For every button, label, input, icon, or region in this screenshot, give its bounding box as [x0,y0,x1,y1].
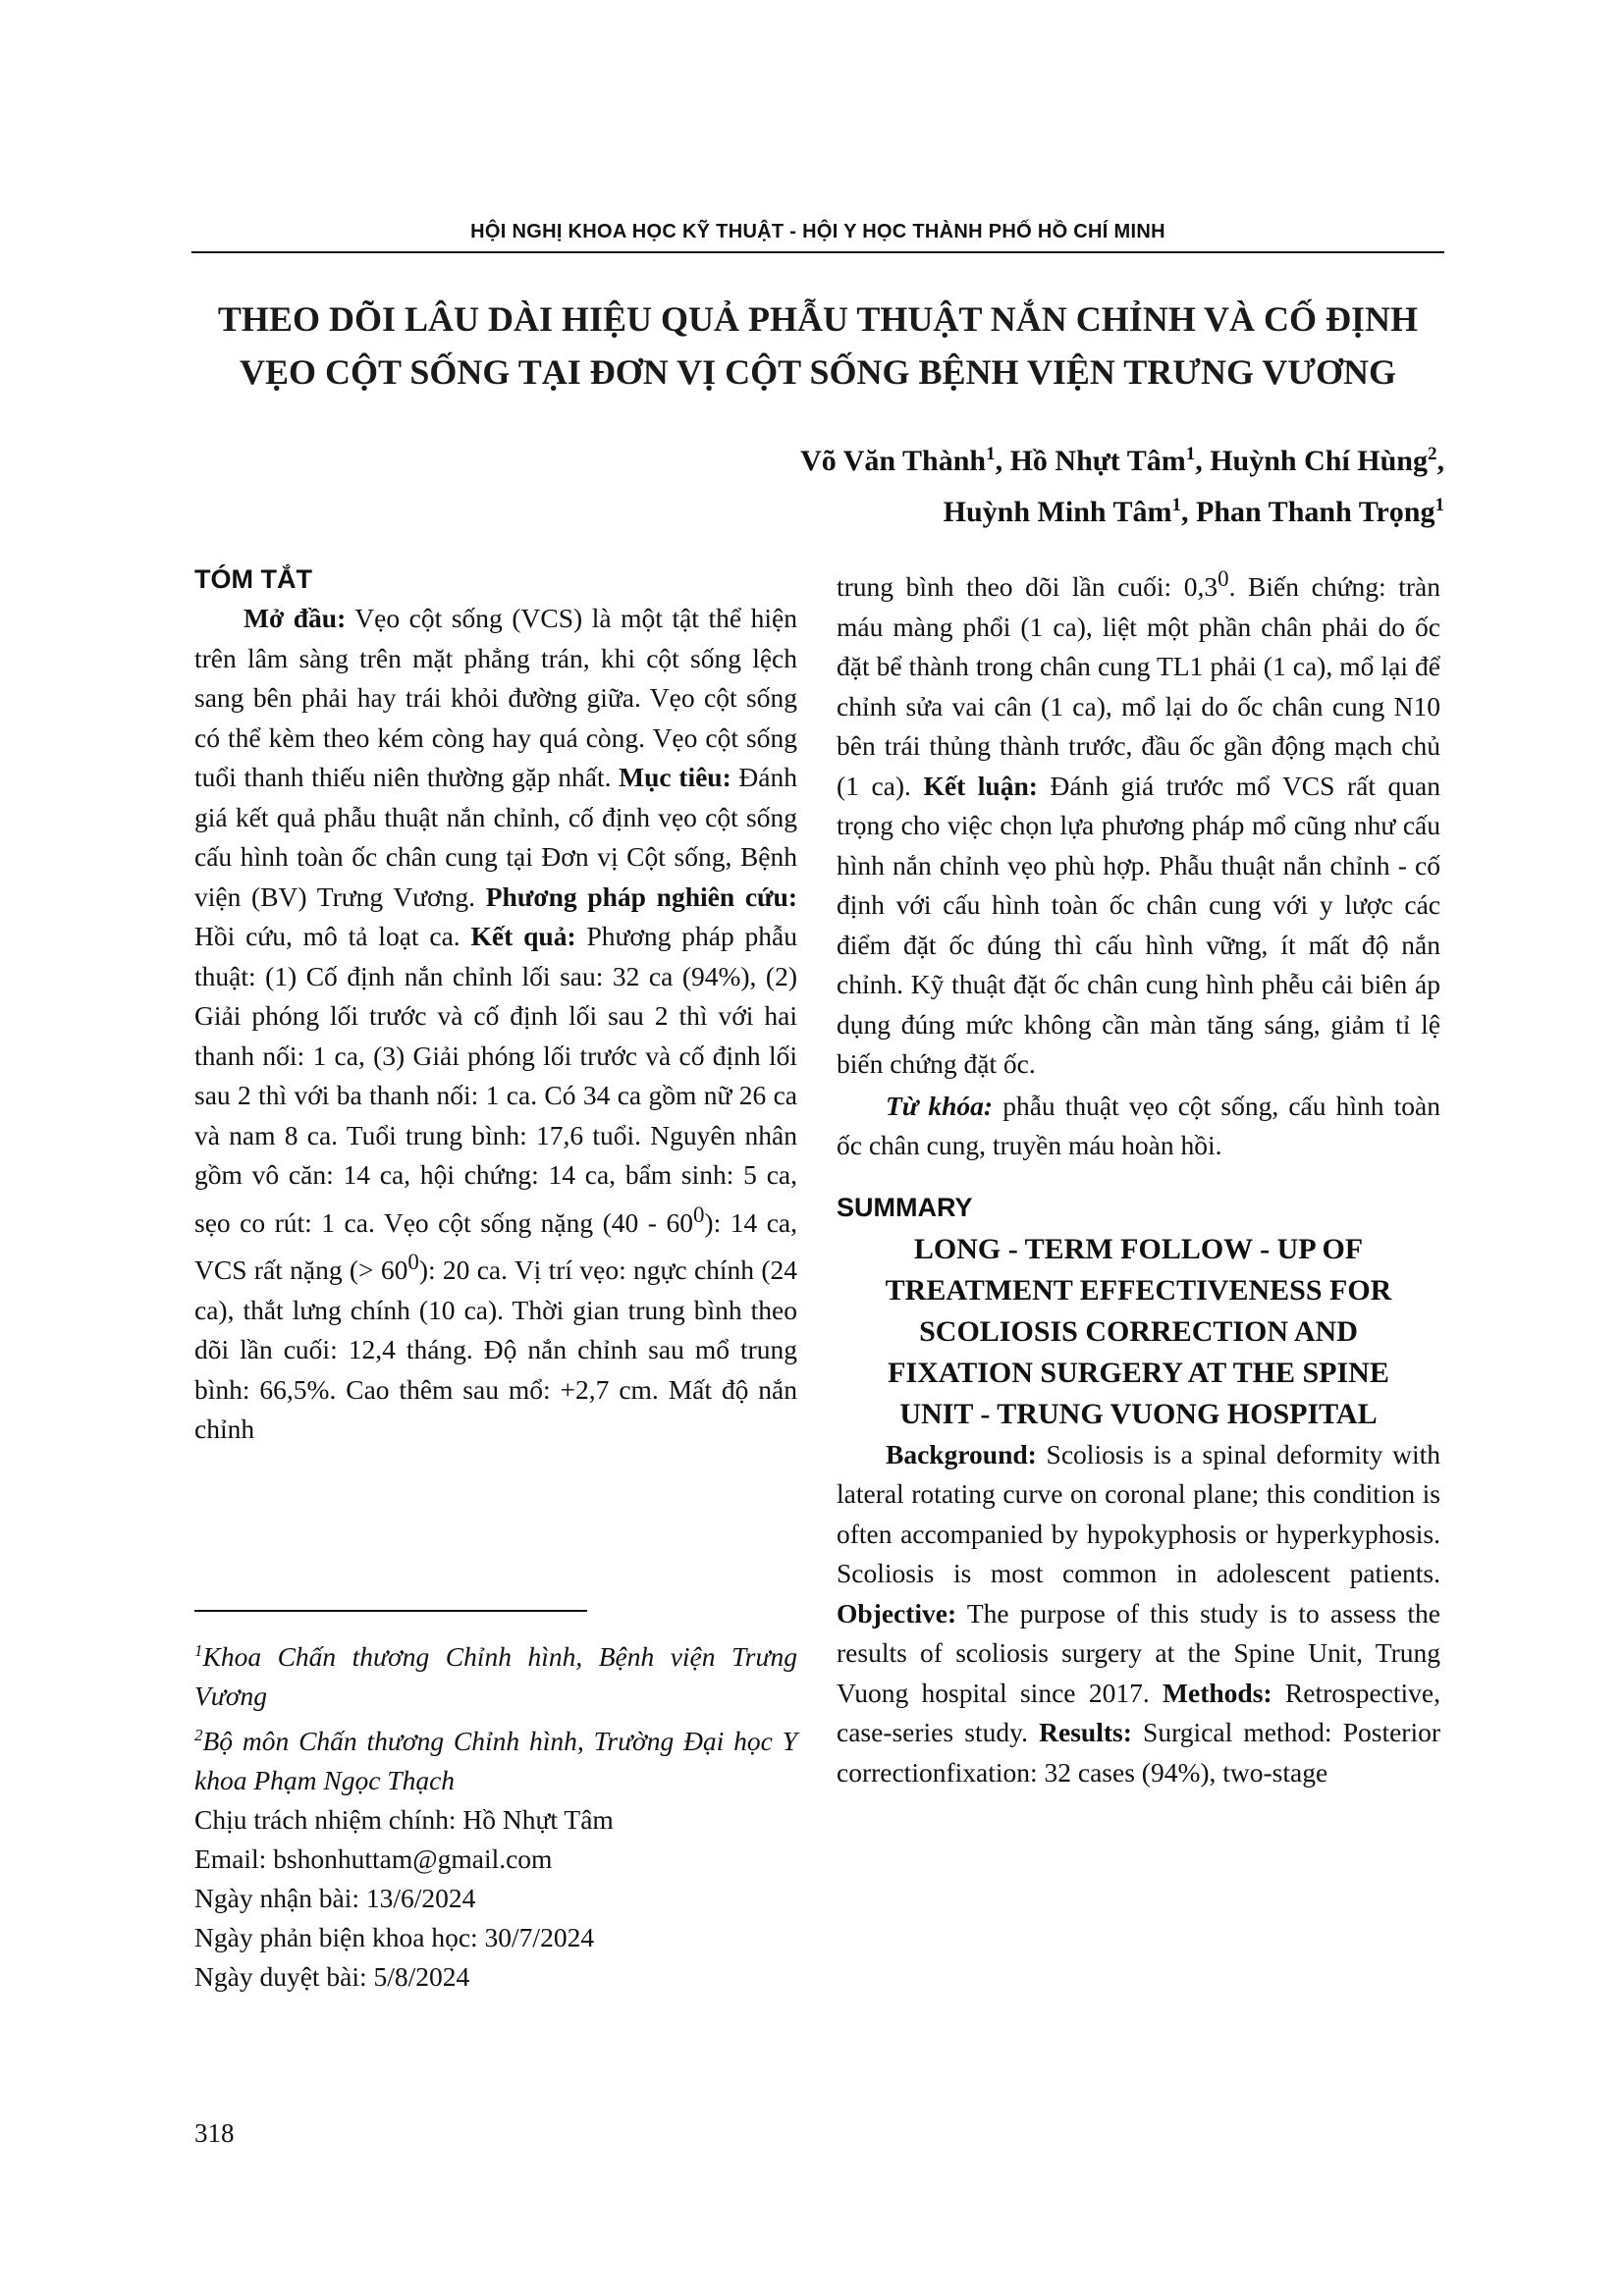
date-reviewed: Ngày phản biện khoa học: 30/7/2024 [194,1922,595,1953]
title-line-1: THEO DÕI LÂU DÀI HIỆU QUẢ PHẪU THUẬT NẮN CHỈNH VÀ CỐ ĐỊNH [217,299,1419,339]
author-1: Võ Văn Thành [800,445,987,477]
summary-heading: SUMMARY [837,1192,973,1222]
running-header: HỘI NGHỊ KHOA HỌC KỸ THUẬT - HỘI Y HỌC THÀNH PHỐ HỒ CHÍ MINH [470,221,1165,242]
corresponding-author: Chịu trách nhiệm chính: Hồ Nhựt Tâm [194,1804,614,1836]
page-number: 318 [194,2118,235,2148]
abstract-vi-continued: trung bình theo dõi lần cuối: $0,3^0$. Biến chứng: tràn máu màng phổi (1 ca), liệt một phần chân phải do ốc đặt bể thành trong chân cung TL1 phải (1 ca), mổ lại để chỉnh sửa vai cân (1 ca), mổ lại do ốc chân cung N10 bên trái thủng thành trước, đầu ốc gần động mạch chủ (1 ca). Kết luận: Đánh giá trước mổ VCS rất quan trọng cho việc chọn lựa phương pháp mổ cũng như cấu hình nắn chỉnh vẹo phù hợp. Phẫu thuật nắn chỉnh - cố định với cấu hình toàn ốc chân cung với y lược các điểm đặt ốc đúng thì cấu hình vững, ít mất độ nắn chỉnh. Kỹ thuật đặt ốc chân cung hình phễu cải biên áp dụng đúng mức không cần màn tăng sáng, giảm tỉ lệ biến chứng đặt ốc. [837,566,1441,1080]
author-3: Huỳnh Chí Hùng [1210,445,1428,477]
summary-paragraph: Background: Scoliosis is a spinal deformity with lateral rotating curve on coronal plane; this condition is often accompanied by hypokyphosis or hyperkyphosis. Scoliosis is most common in adolescent patients. Objective: The purpose of this study is to assess the results of scoliosis surgery at the Spine Unit, Trung Vuong hospital since 2017. Methods: Retrospective, case-series study. Results: Surgical method: Posterior correctionfixation: 32 cases (94%), two-stage [837,1438,1440,1788]
footnote-rule [194,1610,587,1612]
affiliation-2: $^2$Bộ môn Chấn thương Chỉnh hình, Trường Đại học Y khoa Phạm Ngọc Thạch [194,1726,797,1796]
abstract-vi-paragraph: Mở đầu: Vẹo cột sống (VCS) là một tật thể hiện trên lâm sàng trên mặt phẳng trán, khi cột sống lệch sang bên phải hay trái khỏi đường giữa. Vẹo cột sống có thể kèm theo kém còng hay quá còng. Vẹo cột sống tuổi thanh thiếu niên thường gặp nhất. Mục tiêu: Đánh giá kết quả phẫu thuật nắn chỉnh, cố định vẹo cột sống cấu hình toàn ốc chân cung tại Đơn vị Cột sống, Bệnh viện (BV) Trưng Vương. Phương pháp nghiên cứu: Hồi cứu, mô tả loạt ca. Kết quả: Phương pháp phẫu thuật: (1) Cố định nắn chỉnh lối sau: 32 ca (94%), (2) Giải phóng lối trước và cố định lối sau 2 thì với hai thanh nối: 1 ca, (3) Giải phóng lối trước và cố định lối sau 2 thì với ba thanh nối: 1 ca. Có 34 ca gồm nữ 26 ca và nam 8 ca. Tuổi trung bình: 17,6 tuổi. Nguyên nhân gồm vô căn: 14 ca, hội chứng: 14 ca, bẩm sinh: 5 ca, sẹo co rút: 1 ca. Vẹo cột sống nặng $(40 - 60^0)$: 14 ca, VCS rất nặng (> $60^0$): 20 ca. Vị trí vẹo: ngực chính (24 ca), thắt lưng chính (10 ca). Thời gian trung bình theo dõi lần cuối: 12,4 tháng. Độ nắn chỉnh sau mổ trung bình: 66,5%. Cao thêm sau mổ: +2,7 cm. Mất độ nắn chỉnh [194,603,798,1445]
paper-title [191,293,1444,399]
author-list: Võ Văn Thành$^1$, Hồ Nhựt Tâm$^1$, Huỳnh Chí Hùng$^2$, Huỳnh Minh Tâm$^1$, Phan Thanh Trọng$^1$ [800,444,1444,528]
title-line-2: VẸO CỘT SỐNG TẠI ĐƠN VỊ CỘT SỐNG BỆNH VIỆN TRƯNG VƯƠNG [240,352,1396,392]
abstract-heading: TÓM TẮT [194,564,312,594]
author-5: Phan Thanh Trọng [1196,496,1435,528]
date-accepted: Ngày duyệt bài: 5/8/2024 [194,1961,470,1993]
date-received: Ngày nhận bài: 13/6/2024 [194,1883,476,1914]
header-rule [191,251,1444,253]
summary-title: LONG - TERM FOLLOW - UP OF TREATMENT EFFECTIVENESS FOR SCOLIOSIS CORRECTION AND FIXATION SURGERY AT THE SPINE UNIT - TRUNG VUONG HOSPITAL [885,1232,1392,1430]
author-2: Hồ Nhựt Tâm [1009,445,1186,477]
affiliation-1: $^1$Khoa Chấn thương Chỉnh hình, Bệnh viện Trưng Vương [194,1641,797,1712]
right-column [837,560,1440,1792]
footnotes [194,1631,797,1997]
keywords: Từ khóa: phẫu thuật vẹo cột sống, cấu hình toàn ốc chân cung, truyền máu hoàn hồi. [837,1090,1440,1161]
author-4: Huỳnh Minh Tâm [943,496,1172,528]
email: Email: bshonhuttam@gmail.com [194,1843,553,1875]
left-column [194,560,797,1450]
